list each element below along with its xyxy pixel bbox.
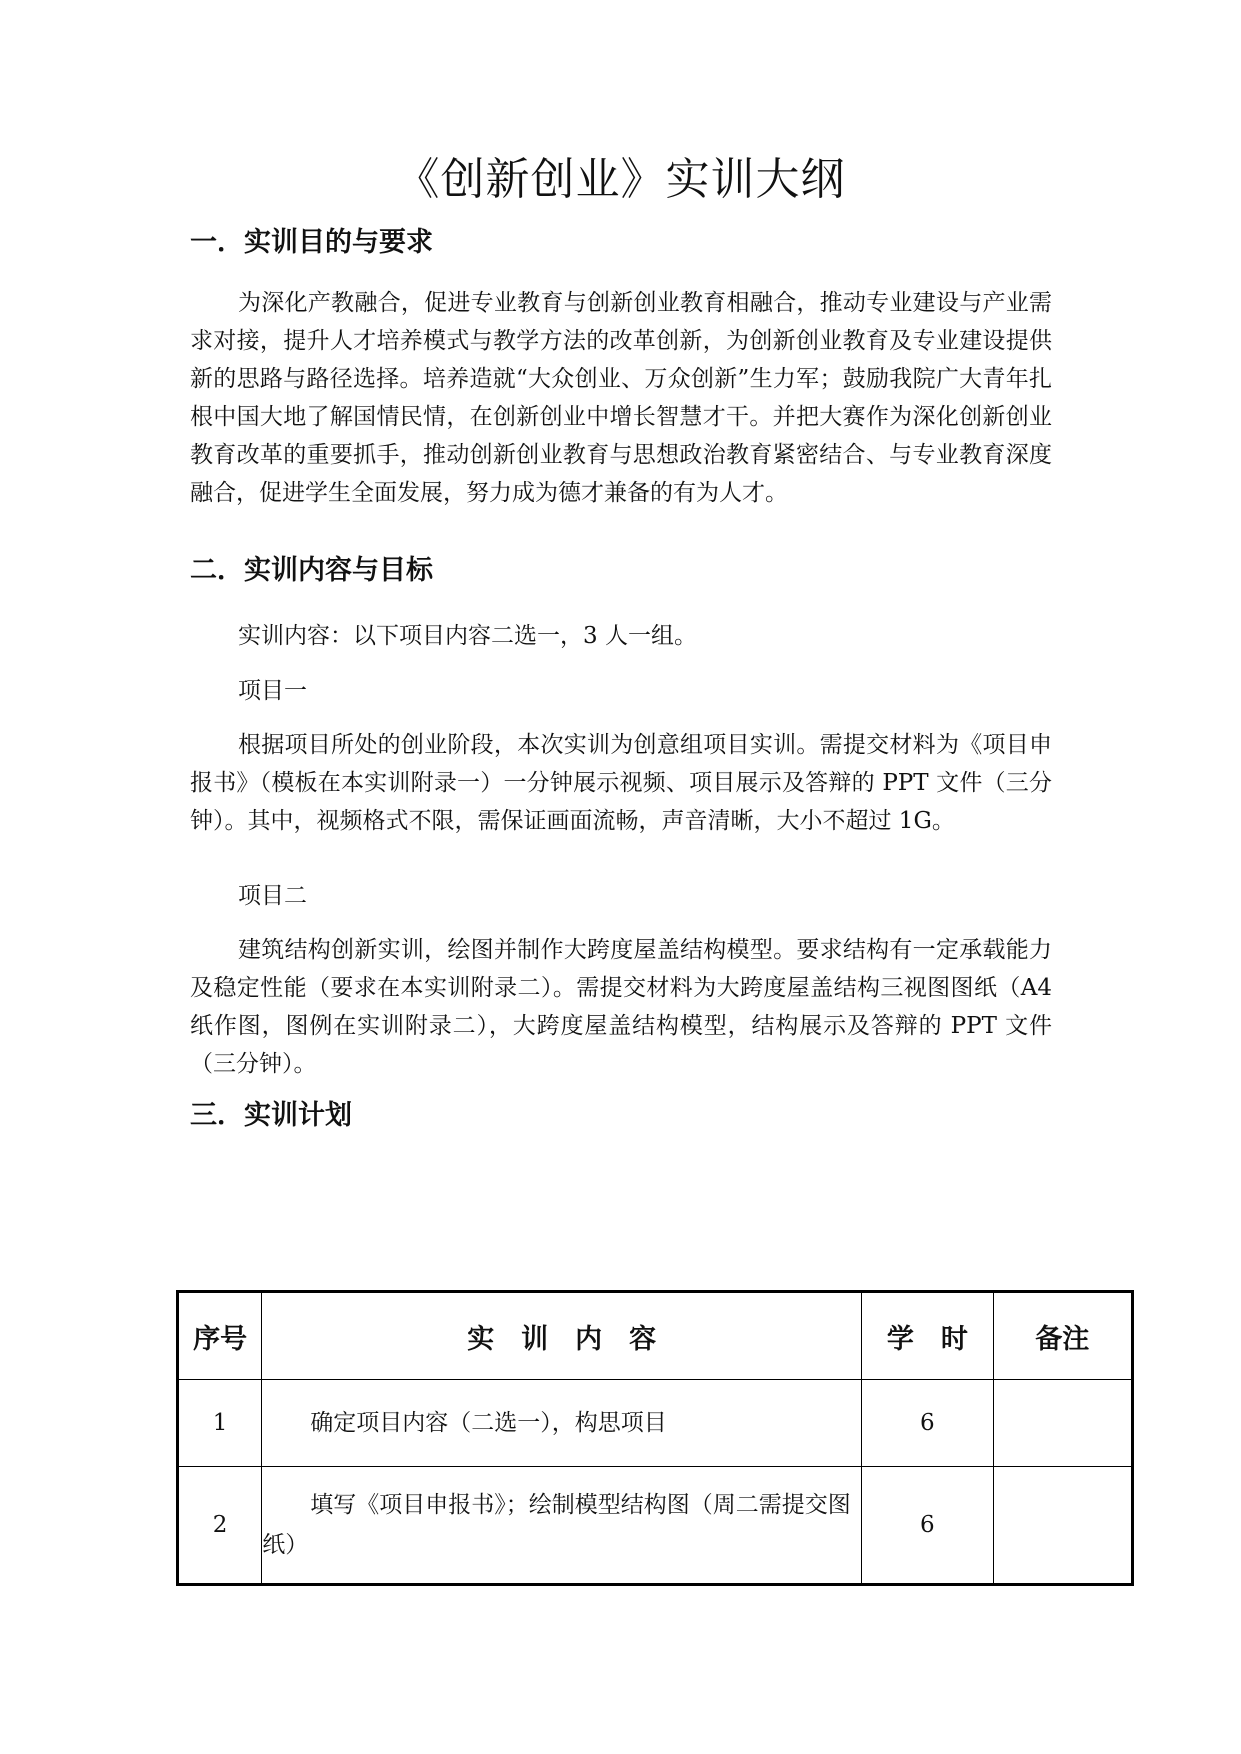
section-heading-plan: 三．实训计划: [190, 1100, 352, 1131]
project-one-text: 根据项目所处的创业阶段，本次实训为创意组项目实训。需提交材料为《项目申报书》（模板在本实训附录一）一分钟展示视频、项目展示及答辩的 PPT 文件（三分钟）。其中，视频格式不限，需保证画面流畅，声音清晰，大小不超过 1G。: [190, 732, 1052, 834]
header-note: 备注: [993, 1292, 1132, 1380]
project-one-label: 项目一: [238, 678, 307, 704]
section-heading-content: 二．实训内容与目标: [190, 555, 433, 586]
project-two-label: 项目二: [238, 883, 307, 909]
content-intro: 实训内容：以下项目内容二选一，3 人一组。: [238, 623, 697, 649]
row-no: 1: [178, 1380, 262, 1467]
training-plan-table: [176, 1290, 1134, 1586]
purpose-paragraph: 为深化产教融合，促进专业教育与创新创业教育相融合，推动专业建设与产业需求对接，提升人才培养模式与教学方法的改革创新，为创新创业教育及专业建设提供新的思路与路径选择。培养造就“大众创业、万众创新”生力军；鼓励我院广大青年扎根中国大地了解国情民情，在创新创业中增长智慧才干。并把大赛作为深化创新创业教育改革的重要抓手，推动创新创业教育与思想政治教育紧密结合、与专业教育深度融合，促进学生全面发展，努力成为德才兼备的有为人才。: [190, 290, 1052, 506]
row-hours: 6: [862, 1467, 993, 1585]
header-hours: 学 时: [862, 1292, 993, 1380]
document-title: 《创新创业》实训大纲: [395, 154, 846, 205]
table-row: [178, 1467, 1133, 1585]
row-hours: 6: [862, 1380, 993, 1467]
table-header-row: [178, 1292, 1133, 1380]
header-no: 序号: [178, 1292, 262, 1380]
project-two-text: 建筑结构创新实训，绘图并制作大跨度屋盖结构模型。要求结构有一定承载能力及稳定性能（要求在本实训附录二）。需提交材料为大跨度屋盖结构三视图图纸（A4 纸作图，图例在实训附录二），大跨度屋盖结构模型，结构展示及答辩的 PPT 文件（三分钟）。: [190, 937, 1052, 1077]
row-content: 填写《项目申报书》；绘制模型结构图（周二需提交图纸）: [262, 1467, 862, 1585]
table-row: [178, 1380, 1133, 1467]
row-content: 确定项目内容（二选一），构思项目: [262, 1380, 862, 1467]
row-note: [993, 1380, 1132, 1467]
row-note: [993, 1467, 1132, 1585]
section-heading-purpose: 一．实训目的与要求: [190, 227, 433, 258]
row-no: 2: [178, 1467, 262, 1585]
header-content: 实 训 内 容: [262, 1292, 862, 1380]
